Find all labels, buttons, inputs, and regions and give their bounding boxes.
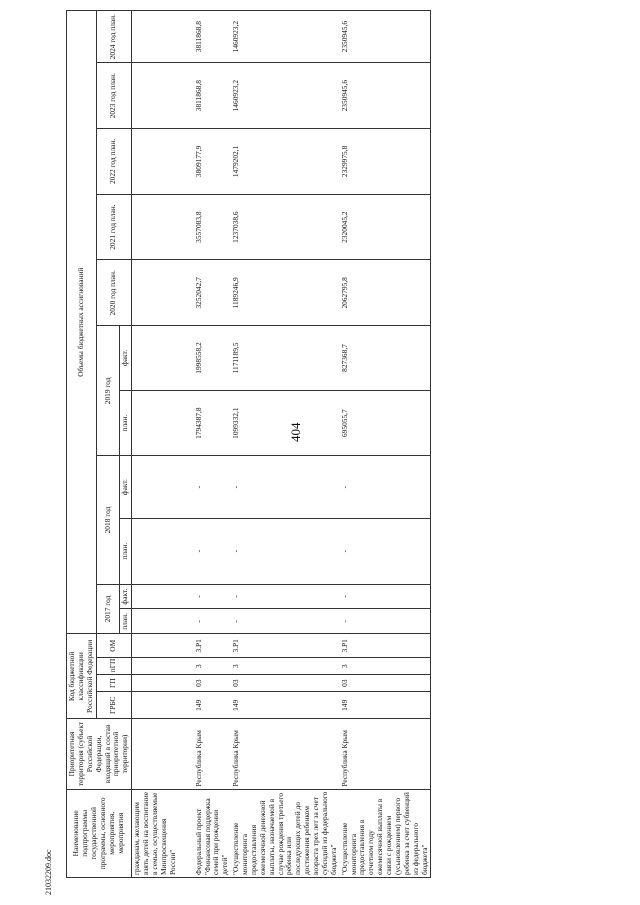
year-2018-header: 2018 год <box>96 456 120 584</box>
row-value: 2350945,6 <box>340 63 431 129</box>
year-2024-header: 2024 год план. <box>96 11 132 63</box>
col-territory-header: Приоритетная территория (субъект Российской Федерации, входящий в состав приоритетной территории) <box>67 719 132 789</box>
fact-header: факт. <box>120 326 132 391</box>
row-value: - <box>231 609 340 634</box>
row-value: 3809177,9 <box>194 129 232 195</box>
row-value <box>132 260 194 326</box>
row-name: "Осуществление мониторинга предоставления в отчетном году ежемесячной выплаты в связи с рождением (усыновлением) первого ребенка за счет субвенций из федерального бюджета" <box>340 789 431 877</box>
row-value <box>132 194 194 260</box>
year-2020-header: 2020 год план. <box>96 260 132 326</box>
row-value: 1794387,8 <box>194 390 232 456</box>
row-code-pgp: 3 <box>231 658 340 675</box>
row-territory: Республика Крым <box>194 719 232 789</box>
row-value: 827368,7 <box>340 326 431 391</box>
rotated-page <box>66 10 576 878</box>
row-value: 1998558,2 <box>194 326 232 391</box>
row-code-grbs: 149 <box>231 692 340 719</box>
row-code-pgp: 3 <box>194 658 232 675</box>
row-code-gp <box>132 675 194 692</box>
row-value: - <box>340 609 431 634</box>
row-value: 1479202,1 <box>231 129 340 195</box>
row-value <box>132 518 194 584</box>
row-code-grbs <box>132 692 194 719</box>
row-code-om <box>132 634 194 658</box>
row-code-grbs: 149 <box>340 692 431 719</box>
code-pgp-header: пГП <box>96 658 132 675</box>
row-code-gp: 03 <box>231 675 340 692</box>
row-name: гражданам, желающим взять детей на воспитание в семью, осуществляемые Минпросвещения России" <box>132 789 194 877</box>
fact-header: факт. <box>120 456 132 518</box>
row-code-pgp: 3 <box>340 658 431 675</box>
row-value: - <box>194 584 232 609</box>
plan-header: план. <box>120 518 132 584</box>
code-gp-header: ГП <box>96 675 132 692</box>
year-2017-header: 2017 год <box>96 584 120 634</box>
col-code-header: Код бюджетной классификации Российской Федерации <box>67 634 97 719</box>
code-grbs-header: ГРБС <box>96 692 132 719</box>
row-value: 3557083,8 <box>194 194 232 260</box>
col-name-header: Наименование подпрограммы государственной программы, основного мероприятия, мероприятия <box>67 789 132 877</box>
row-value: 695055,7 <box>340 390 431 456</box>
row-value: - <box>231 518 340 584</box>
row-value <box>132 390 194 456</box>
row-territory: Республика Крым <box>231 719 340 789</box>
row-value: 1171189,5 <box>231 326 340 391</box>
row-territory: Республика Крым <box>340 719 431 789</box>
row-code-om: 3.P1 <box>231 634 340 658</box>
row-value: 3811868,8 <box>194 11 232 63</box>
row-value <box>132 63 194 129</box>
row-value: - <box>231 584 340 609</box>
row-value: 1099332,1 <box>231 390 340 456</box>
row-value: - <box>194 456 232 518</box>
document-id: 21032209.doc <box>44 849 53 895</box>
year-2021-header: 2021 год план. <box>96 194 132 260</box>
page-number: 404 <box>288 422 303 442</box>
row-value: 3252042,7 <box>194 260 232 326</box>
row-value: - <box>231 456 340 518</box>
row-value <box>132 129 194 195</box>
row-value <box>132 609 194 634</box>
row-value: - <box>340 518 431 584</box>
plan-header: план. <box>120 609 132 634</box>
row-value: 3811868,8 <box>194 63 232 129</box>
row-value: 2320045,2 <box>340 194 431 260</box>
row-value <box>132 456 194 518</box>
table-row <box>340 11 431 878</box>
table-row <box>194 11 232 878</box>
row-value: 1237038,6 <box>231 194 340 260</box>
row-value <box>132 326 194 391</box>
row-value: - <box>194 518 232 584</box>
table-row <box>231 11 340 878</box>
row-value: - <box>340 456 431 518</box>
row-territory <box>132 719 194 789</box>
row-code-om: 3.P1 <box>340 634 431 658</box>
plan-header: план. <box>120 390 132 456</box>
row-code-grbs: 149 <box>194 692 232 719</box>
row-code-pgp <box>132 658 194 675</box>
table-row <box>132 11 194 878</box>
budget-table <box>66 10 431 878</box>
row-name: "Осуществление мониторинга предоставления ежемесячной денежной выплаты, назначаемой в случае рождения третьего ребенка или последующих детей до достижения ребенком возраста трех лет за счет субсидий из федерального бюджета" <box>231 789 340 877</box>
row-code-gp: 03 <box>194 675 232 692</box>
row-value: 2329975,8 <box>340 129 431 195</box>
year-2023-header: 2023 год план. <box>96 63 132 129</box>
row-value: 1460923,2 <box>231 63 340 129</box>
row-value: - <box>340 584 431 609</box>
code-om-header: ОМ <box>96 634 132 658</box>
row-name: Федеральный проект "Финансовая поддержка семей при рождении детей" <box>194 789 232 877</box>
year-2022-header: 2022 год план. <box>96 129 132 195</box>
row-code-om: 3.P1 <box>194 634 232 658</box>
row-value <box>132 584 194 609</box>
row-value: 2062795,8 <box>340 260 431 326</box>
row-value: 1189246,9 <box>231 260 340 326</box>
year-2019-header: 2019 год <box>96 326 120 456</box>
col-volumes-header: Объемы бюджетных ассигнований <box>67 11 97 634</box>
row-value <box>132 11 194 63</box>
row-code-gp: 03 <box>340 675 431 692</box>
row-value: 1460923,2 <box>231 11 340 63</box>
fact-header: факт. <box>120 584 132 609</box>
row-value: 2350945,6 <box>340 11 431 63</box>
row-value: - <box>194 609 232 634</box>
table-body <box>132 11 431 878</box>
